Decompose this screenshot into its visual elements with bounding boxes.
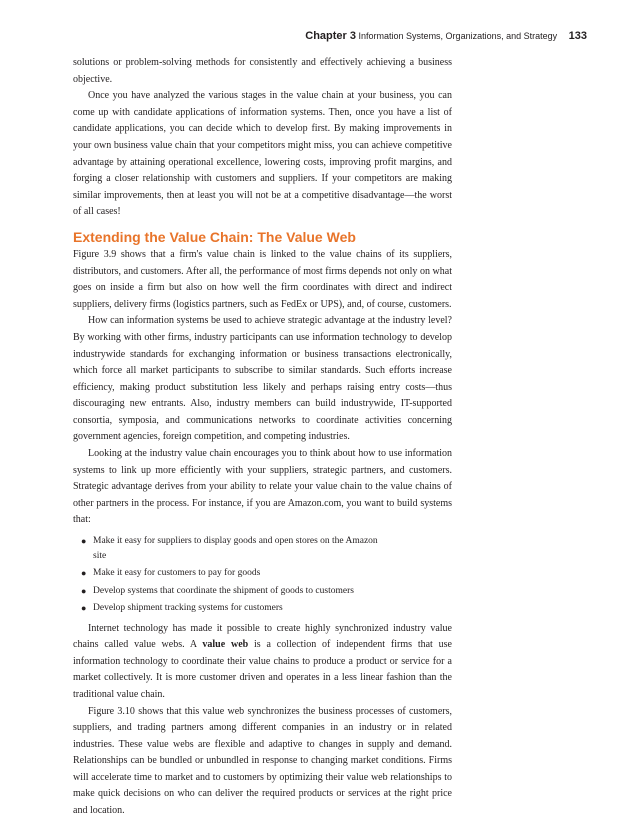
running-header <box>305 30 587 42</box>
page-body <box>73 55 452 820</box>
list-item-text: Develop systems that coordinate the shipment of goods to customers <box>93 585 354 596</box>
page-number: 133 <box>568 30 587 42</box>
text-run: Internet technology has made it possible to create highly synchronized industry value chains called value webs. A <box>73 622 452 651</box>
chapter-label: Chapter 3 <box>305 30 357 42</box>
list-item-text: Make it easy for customers to pay for goods <box>93 568 261 579</box>
list-item <box>81 566 452 581</box>
list-item-text: Make it easy for suppliers to display goods and open stores on the Amazon site <box>93 536 378 561</box>
key-term: value web <box>202 639 249 651</box>
list-item <box>81 584 452 599</box>
paragraph: Once you have analyzed the various stages in the value chain at your business, you can come up with candidate applications of information systems. Then, once you have a list of candidate applications, you can decide which to develop first. By making improvements in your own business value chain that your competitors might miss, you can achieve competitive advantage by attaining operational excellence, lowering costs, improving profit margins, and forging a closer relationship with customers and suppliers. If your competitors are making similar improvements, then at least you will not be at a competitive disadvantage—the worst of all cases! <box>73 90 452 218</box>
paragraph: Looking at the industry value chain encourages you to think about how to use information systems to link up more efficiently with your suppliers, strategic partners, and customers. Strategic advantage derives from your ability to relate your value chain to the value chains of other partners in the process. For instance, if you are Amazon.com, you want to build systems that: <box>73 448 452 526</box>
paragraph <box>73 621 452 704</box>
paragraph: solutions or problem-solving methods for consistently and effectively achieving a business objective. <box>73 57 452 85</box>
paragraph: How can information systems be used to achieve strategic advantage at the industry level? By working with other firms, industry participants can use information technology to develop industrywide standards for exchanging information or business transactions electronically, which force all market participants to subscribe to similar standards. Such efforts increase efficiency, making product substitution less likely and perhaps raising entry costs—thus discouraging new entrants. Also, industry members can build industrywide, IT-supported consortia, symposia, and communications networks to coordinate activities concerning government agencies, foreign competition, and competing industries. <box>73 315 452 443</box>
bullet-list <box>73 534 452 616</box>
text-run: is a collection of independent firms that use information technology to coordinate their value chains to produce a product or service for a market collectively. It is more customer driven and operates in a less linear fashion than the traditional value chain. <box>73 639 452 700</box>
bullet-icon: ● <box>81 585 87 596</box>
paragraph: Figure 3.9 shows that a firm's value chain is linked to the value chains of its suppliers, distributors, and customers. After all, the performance of most firms depends not only on what goes on inside a firm but also on how well the firm coordinates with direct and indirect suppliers, delivery firms (logistics partners, such as FedEx or UPS), and, of course, customers. <box>73 248 452 310</box>
paragraph: Figure 3.10 shows that this value web synchronizes the business processes of customers, suppliers, and trading partners among different companies in an industry or in related industries. These value webs are flexible and adaptive to changes in supply and demand. Relationships can be bundled or unbundled in response to changing market conditions. Firms will accelerate time to market and to customers by optimizing their value web relationships to make quick decisions on who can deliver the required products or services at the right price and location. <box>73 705 452 817</box>
list-item-text: Develop shipment tracking systems for customers <box>93 603 283 614</box>
bullet-icon: ● <box>81 603 87 614</box>
chapter-title: Information Systems, Organizations, and Strategy <box>358 31 558 41</box>
list-item <box>81 601 452 616</box>
bullet-icon: ● <box>81 568 87 579</box>
list-item <box>81 534 452 563</box>
bullet-icon: ● <box>81 536 87 547</box>
section-heading: Extending the Value Chain: The Value Web <box>73 228 356 245</box>
